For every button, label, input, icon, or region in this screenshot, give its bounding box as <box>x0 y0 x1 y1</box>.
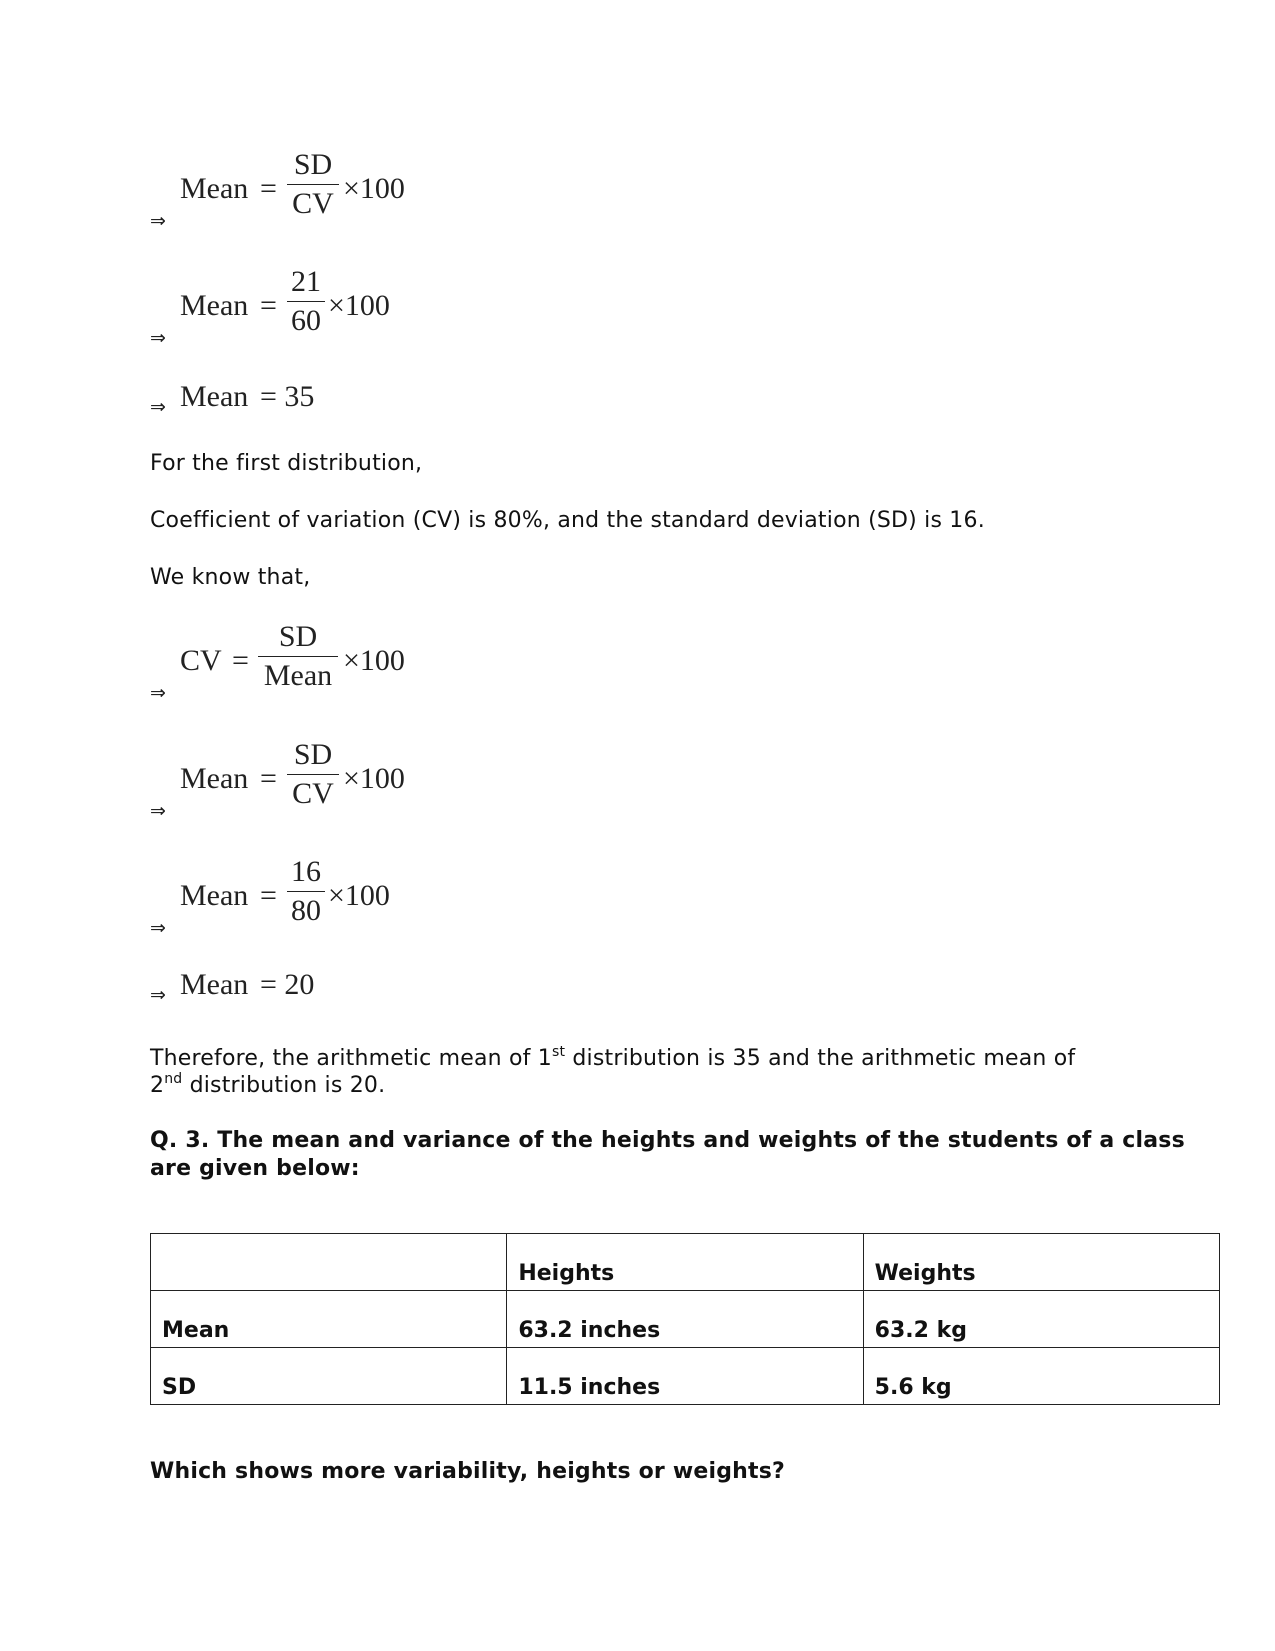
eq5-equals: = <box>260 762 277 795</box>
implies-arrow: ⇒ <box>150 984 166 1006</box>
eq1-numerator: SD <box>293 148 333 181</box>
eq6-numerator: 16 <box>291 855 321 888</box>
table-header-row <box>151 1234 1220 1291</box>
sup-st: st <box>551 1044 566 1060</box>
eq6-lhs: Mean <box>180 879 249 912</box>
conclusion-part2: distribution is 35 and the arithmetic mean of <box>565 1046 1076 1071</box>
eq3-rhs: = 35 <box>260 380 315 413</box>
question-line1: Q. 3. The mean and variance of the heights and weights of the students of a class <box>150 1128 1185 1153</box>
sup-nd: nd <box>164 1071 183 1087</box>
eq6-fraction <box>287 857 325 926</box>
eq7-rhs: = 20 <box>260 968 315 1001</box>
text-first-distribution: For the first distribution, <box>150 451 423 476</box>
eq6-equals: = <box>260 879 277 912</box>
eq1-denominator: CV <box>292 187 334 220</box>
implies-arrow: ⇒ <box>150 917 166 939</box>
eq1-fraction <box>287 150 339 219</box>
implies-arrow: ⇒ <box>150 396 166 418</box>
implies-arrow: ⇒ <box>150 327 166 349</box>
eq2-numerator: 21 <box>291 265 321 298</box>
eq6-denominator: 80 <box>291 894 321 927</box>
table-cell: Heights <box>507 1234 863 1291</box>
eq2-equals: = <box>260 289 277 322</box>
table-cell: Weights <box>863 1234 1219 1291</box>
eq4-times: ×100 <box>343 644 405 677</box>
eq6-times: ×100 <box>328 879 390 912</box>
eq4-denominator: Mean <box>263 659 333 692</box>
fraction-bar <box>287 774 339 775</box>
fraction-bar <box>287 891 325 892</box>
implies-arrow: ⇒ <box>150 800 166 822</box>
eq4-fraction <box>258 622 338 691</box>
implies-arrow: ⇒ <box>150 682 166 704</box>
conclusion-part3: 2 <box>150 1073 165 1098</box>
eq1-times: ×100 <box>343 172 405 205</box>
eq7-lhs: Mean <box>180 968 249 1001</box>
text-we-know-that: We know that, <box>150 565 311 590</box>
conclusion-part1: Therefore, the arithmetic mean of 1 <box>150 1046 552 1071</box>
final-question: Which shows more variability, heights or weights? <box>150 1459 786 1484</box>
eq5-denominator: CV <box>292 777 334 810</box>
eq5-fraction <box>287 740 339 809</box>
eq1-lhs: Mean <box>180 172 249 205</box>
question-line2: are given below: <box>150 1156 360 1181</box>
eq2-fraction <box>287 267 325 336</box>
eq3-lhs: Mean <box>180 380 249 413</box>
eq5-times: ×100 <box>343 762 405 795</box>
question-3 <box>150 1127 1185 1183</box>
eq4-lhs: CV <box>180 644 222 677</box>
eq5-lhs: Mean <box>180 762 249 795</box>
fraction-bar <box>258 656 338 657</box>
eq2-times: ×100 <box>328 289 390 322</box>
table-cell: 63.2 kg <box>863 1291 1219 1348</box>
table-cell: 11.5 inches <box>507 1348 863 1405</box>
fraction-bar <box>287 301 325 302</box>
conclusion-part4: distribution is 20. <box>182 1073 386 1098</box>
heights-weights-table <box>150 1233 1220 1405</box>
eq2-lhs: Mean <box>180 289 249 322</box>
eq4-equals: = <box>232 644 249 677</box>
table-cell: 63.2 inches <box>507 1291 863 1348</box>
table-cell: Mean <box>151 1291 507 1348</box>
table-row <box>151 1291 1220 1348</box>
table-row <box>151 1348 1220 1405</box>
eq4-numerator: SD <box>278 620 318 653</box>
table-cell <box>151 1234 507 1291</box>
table-cell: 5.6 kg <box>863 1348 1219 1405</box>
text-cv-sd-values: Coefficient of variation (CV) is 80%, and the standard deviation (SD) is 16. <box>150 508 985 533</box>
conclusion-paragraph <box>150 1045 1075 1099</box>
table-cell: SD <box>151 1348 507 1405</box>
eq5-numerator: SD <box>293 738 333 771</box>
fraction-bar <box>287 184 339 185</box>
eq1-equals: = <box>260 172 277 205</box>
implies-arrow: ⇒ <box>150 210 166 232</box>
eq2-denominator: 60 <box>291 304 321 337</box>
